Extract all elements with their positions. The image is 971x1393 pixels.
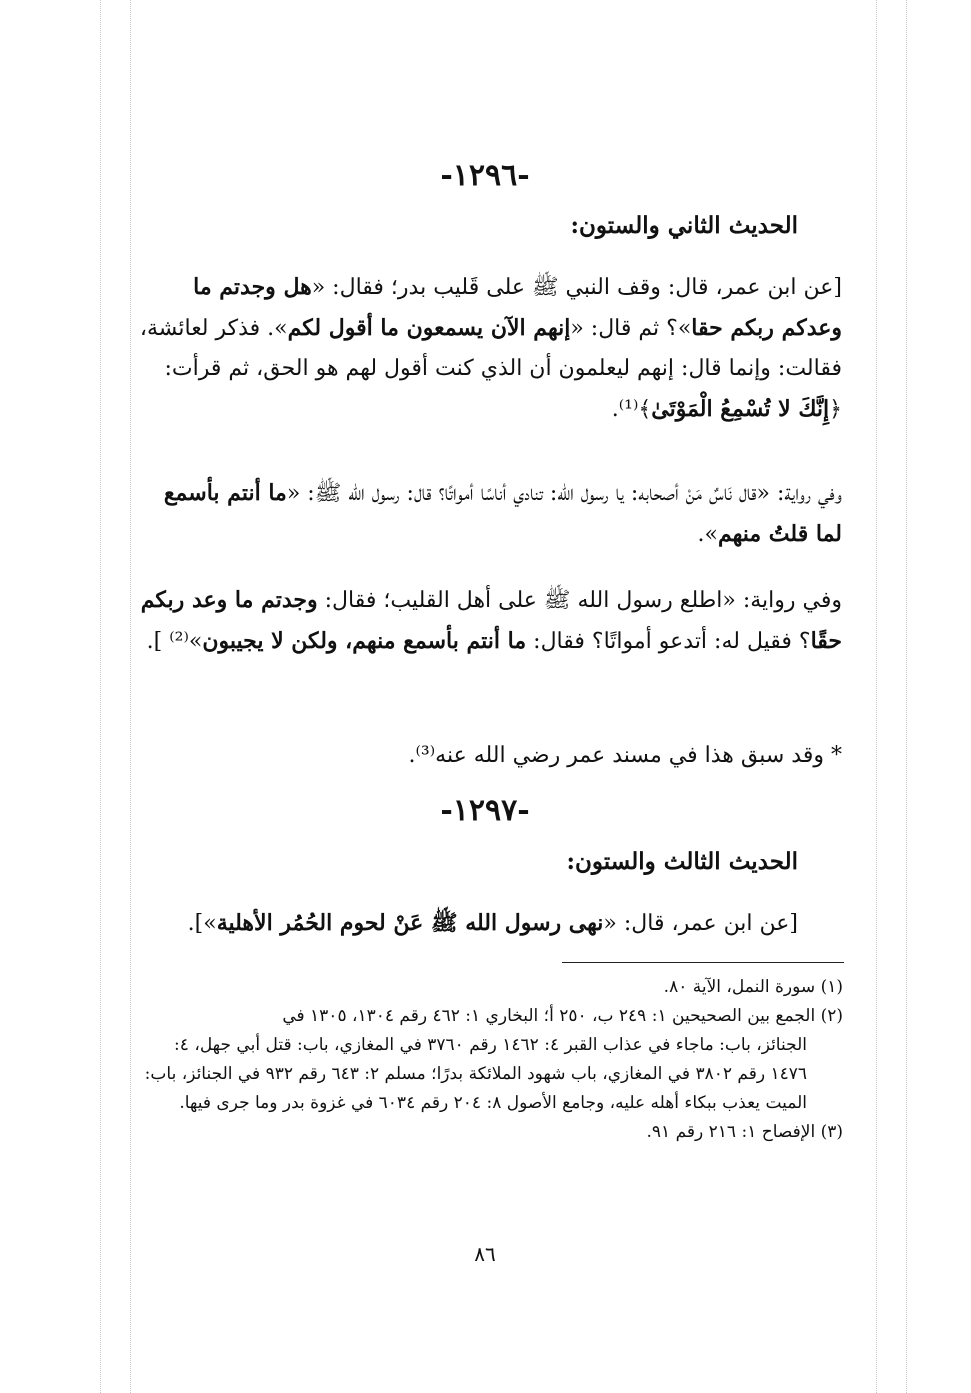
prophet-saying: إنهم الآن يسمعون ما أقول لكم xyxy=(287,315,571,341)
text-run: [عن ابن عمر، قال: « xyxy=(603,911,798,936)
cross-reference-note: * وقد سبق هذا في مسند عمر رضي الله عنه⁽³⁾. xyxy=(408,743,842,768)
text-run: »]. xyxy=(187,911,217,936)
text-run: ». فذكر لعائشة، فقالت: وإنما قال: إنهم ليعلمون أن الذي كنت أقول لهم هو الحق، ثم قرأت: ﴿ xyxy=(139,316,842,422)
text-run: ﴾⁽¹⁾. xyxy=(611,397,652,422)
margin-dotted-line xyxy=(130,0,131,1393)
margin-dotted-line xyxy=(906,0,907,1393)
margin-dotted-line xyxy=(876,0,877,1393)
text-run: »⁽²⁾ ]. xyxy=(146,629,203,654)
hadith-heading: الحديث الثالث والستون: xyxy=(566,848,798,875)
hadith-text xyxy=(132,903,798,944)
hadith-text xyxy=(132,267,842,430)
prophet-saying: ما أنتم بأسمع لما قلتُ منهم xyxy=(163,480,842,547)
text-run: وفي رواية: «قال نَاسٌ مَنْ أصحابه: يا رسول الله: تنادي أناسًا أمواتًا؟ قال: رسول الله ﷺ: « xyxy=(286,481,842,506)
footnote-1: (١) سورة النمل، الآية ٨٠. xyxy=(663,977,843,997)
text-run: »؟ ثم قال: « xyxy=(570,316,692,341)
page-number: ٨٦ xyxy=(474,1242,496,1266)
text-run: [عن ابن عمر، قال: وقف النبي ﷺ على قَليب بدر؛ فقال: « xyxy=(311,275,842,300)
hadith-heading: الحديث الثاني والستون: xyxy=(570,212,798,239)
footnote-3: (٣) الإفصاح ١: ٢١٦ رقم ٩١. xyxy=(646,1122,843,1142)
text-run: ». xyxy=(697,522,718,547)
text-run: ؟ فقيل له: أتدعو أمواتًا؟ فقال: xyxy=(526,629,811,654)
footnote-separator xyxy=(562,962,844,963)
prophet-saying: وجدتم ما وعد ربكم حقًا xyxy=(140,587,842,654)
margin-dotted-line xyxy=(100,0,101,1393)
prophet-saying: هل وجدتم ما وعدكم ربكم حقا xyxy=(193,274,842,341)
hadith-number: -١٢٩٦- xyxy=(440,158,530,193)
text-run: وفي رواية: «اطلع رسول الله ﷺ على أهل القليب؛ فقال: xyxy=(317,588,842,613)
prophet-saying: ما أنتم بأسمع منهم، ولكن لا يجيبون xyxy=(202,628,527,654)
narration-paragraph xyxy=(132,473,842,555)
footnotes xyxy=(135,973,843,1147)
prophet-saying: نهى رسول الله ﷺ عَنْ لحوم الحُمُر الأهلية xyxy=(216,910,604,936)
footnote-2-continuation: الجنائز، باب: ماجاء في عذاب القبر ٤: ١٤٦٢ رقم ٣٧٦٠ في المغازي، باب: قتل أبي جهل، ٤: ١٤٧٦ رقم ٣٨٠٢ في المغازي، باب شهود الملائكة بدرًا؛ مسلم ٢: ٦٤٣ رقم ٩٣٢ في الجنائز، باب: الميت يعذب ببكاء أهله عليه، وجامع الأصول ٨: ٢٠٤ رقم ٦٠٣٤ في غزوة بدر وما جرى فيها. xyxy=(144,1035,807,1113)
hadith-number: -١٢٩٧- xyxy=(440,793,530,828)
footnote-2-first-line: (٢) الجمع بين الصحيحين ١: ٢٤٩ ب، ٢٥٠ أ؛ البخاري ١: ٤٦٢ رقم ١٣٠٤، ١٣٠٥ في xyxy=(282,1006,843,1026)
quran-quote: إِنَّكَ لا تُسْمِعُ الْمَوْتَىٰ xyxy=(651,396,830,422)
narration-paragraph xyxy=(132,580,842,662)
